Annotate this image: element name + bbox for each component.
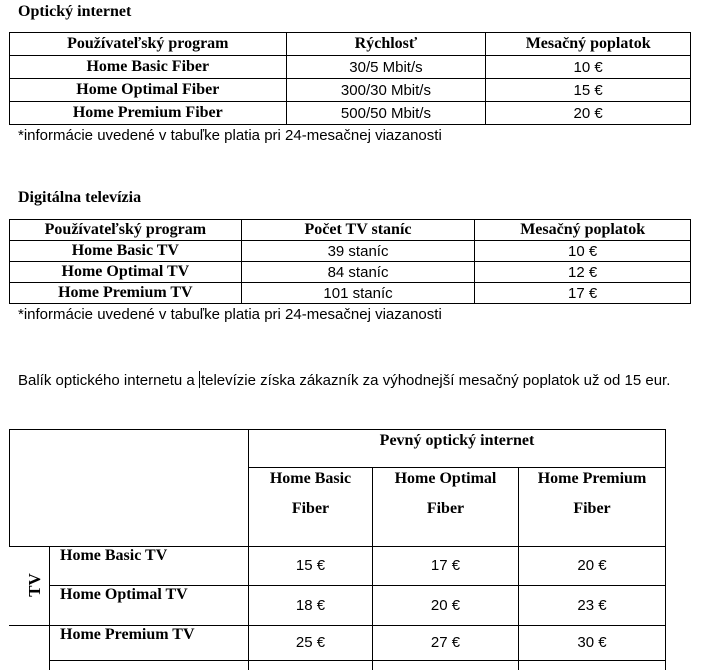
speed-value: 300/30 Mbit/s bbox=[286, 79, 486, 102]
column-header-line: Home Premium bbox=[537, 470, 647, 487]
column-header-line: Fiber bbox=[573, 500, 611, 517]
paragraph-text: televízie získa zákazník za výhodnejší mesačný poplatok už od 15 eur. bbox=[200, 372, 671, 389]
fee-value: 10 € bbox=[475, 241, 691, 262]
internet-note: *informácie uvedené v tabuľke platia pri 24-mesačnej viazanosti bbox=[18, 127, 442, 144]
price-cell: 20 € bbox=[577, 557, 607, 574]
program-name: Home Optimal TV bbox=[10, 262, 242, 283]
matrix-border bbox=[665, 429, 666, 670]
fee-value: 15 € bbox=[486, 79, 691, 102]
speed-value: 30/5 Mbit/s bbox=[286, 56, 486, 79]
bundle-paragraph bbox=[18, 366, 688, 395]
speed-value: 500/50 Mbit/s bbox=[286, 102, 486, 125]
fee-value: 12 € bbox=[475, 262, 691, 283]
internet-table bbox=[9, 32, 691, 125]
column-header bbox=[519, 464, 665, 524]
table-row bbox=[10, 283, 691, 304]
price-cell: 20 € bbox=[430, 597, 461, 614]
tv-heading: Digitálna televízia bbox=[18, 189, 142, 206]
program-name: Home Optimal Fiber bbox=[10, 79, 287, 102]
column-header: Používateľský program bbox=[10, 220, 242, 241]
tv-table bbox=[9, 219, 691, 304]
tv-row-group-label: TV bbox=[25, 573, 44, 597]
table-header-row bbox=[10, 220, 691, 241]
stations-value: 84 staníc bbox=[241, 262, 475, 283]
program-name: Home Premium TV bbox=[10, 283, 242, 304]
matrix-border bbox=[9, 429, 10, 546]
column-header-line: Home Optimal bbox=[394, 470, 497, 487]
table-header-row bbox=[10, 33, 691, 56]
matrix-border bbox=[49, 546, 50, 670]
price-cell: 17 € bbox=[430, 557, 461, 574]
column-header bbox=[249, 464, 372, 524]
program-name: Home Basic TV bbox=[10, 241, 242, 262]
internet-heading: Optický internet bbox=[18, 3, 132, 20]
price-cell: 30 € bbox=[577, 634, 607, 651]
table-row bbox=[10, 102, 691, 125]
table-row bbox=[10, 241, 691, 262]
column-header: Mesačný poplatok bbox=[486, 33, 691, 56]
fee-value: 20 € bbox=[486, 102, 691, 125]
internet-column-group-header: Pevný optický internet bbox=[379, 432, 535, 449]
matrix-border bbox=[49, 660, 665, 661]
column-header: Rýchlosť bbox=[286, 33, 486, 56]
fee-value: 17 € bbox=[475, 283, 691, 304]
stations-value: 101 staníc bbox=[241, 283, 475, 304]
column-header-line: Fiber bbox=[426, 500, 465, 517]
price-cell: 23 € bbox=[577, 597, 607, 614]
price-cell: 25 € bbox=[295, 634, 326, 651]
row-header: Home Premium TV bbox=[60, 626, 195, 643]
column-header-line: Fiber bbox=[291, 500, 330, 517]
price-cell: 27 € bbox=[430, 634, 461, 651]
table-row bbox=[10, 262, 691, 283]
column-header bbox=[373, 464, 518, 524]
stations-value: 39 staníc bbox=[241, 241, 475, 262]
table-row bbox=[10, 56, 691, 79]
column-header-line: Home Basic bbox=[269, 470, 352, 487]
price-cell: 15 € bbox=[295, 557, 326, 574]
price-cell: 18 € bbox=[295, 597, 326, 614]
row-header: Home Optimal TV bbox=[60, 586, 188, 603]
row-header: Home Basic TV bbox=[60, 547, 168, 564]
column-header: Používateľský program bbox=[10, 33, 287, 56]
tv-note: *informácie uvedené v tabuľke platia pri 24-mesačnej viazanosti bbox=[18, 306, 442, 323]
program-name: Home Premium Fiber bbox=[10, 102, 287, 125]
column-header: Počet TV staníc bbox=[241, 220, 475, 241]
paragraph-text: Balík optického internetu a bbox=[18, 372, 199, 389]
column-header: Mesačný poplatok bbox=[475, 220, 691, 241]
program-name: Home Basic Fiber bbox=[10, 56, 287, 79]
table-row bbox=[10, 79, 691, 102]
fee-value: 10 € bbox=[486, 56, 691, 79]
text-cursor bbox=[199, 371, 200, 388]
